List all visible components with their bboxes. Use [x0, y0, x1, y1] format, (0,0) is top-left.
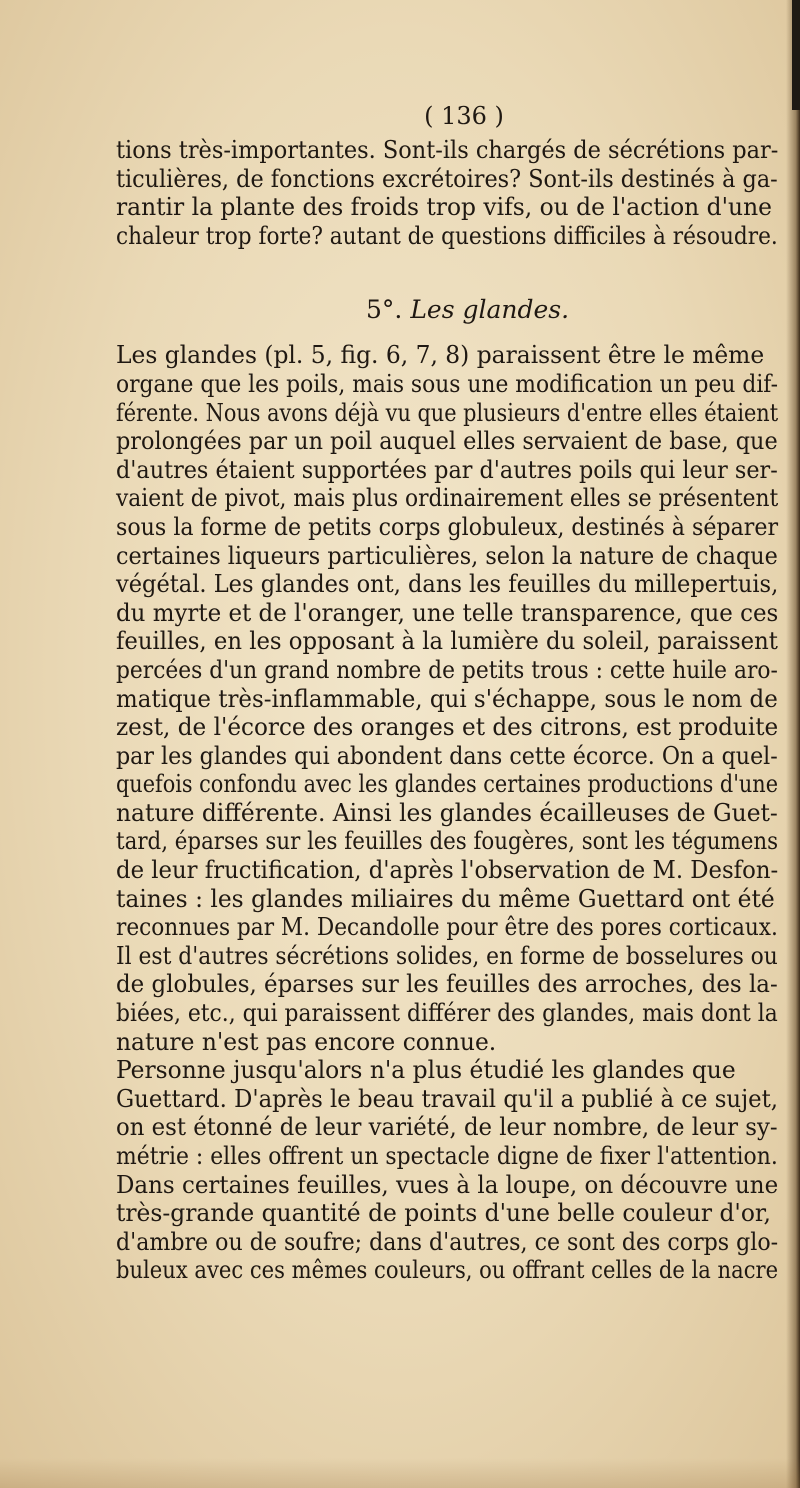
section-number: 5°. [366, 295, 403, 325]
text-line: vaient de pivot, mais plus ordinairement elles se présentent [116, 484, 779, 513]
section-heading [366, 293, 796, 327]
text-line: percées d'un grand nombre de petits trous : cette huile aro- [116, 655, 778, 684]
text-line: tions très-importantes. Sont-ils chargés de sécrétions par- [116, 136, 779, 164]
section-title: Les glandes. [410, 295, 570, 325]
text-line: métrie : elles offrent un spectacle digne de fixer l'attention. [116, 1142, 778, 1170]
text-line: Guettard. D'après le beau travail qu'il a publié à ce sujet, [116, 1084, 778, 1113]
text-line: nature n'est pas encore connue. [116, 1027, 497, 1056]
page-text [116, 96, 796, 1285]
text-line: de globules, éparses sur les feuilles des arroches, des la- [116, 970, 778, 999]
text-line: du myrte et de l'oranger, une telle transparence, que ces [116, 598, 779, 627]
text-line: prolongées par un poil auquel elles servaient de base, que [116, 427, 778, 456]
text-line: taines : les glandes miliaires du même Guettard ont été [116, 884, 775, 913]
text-line: végétal. Les glandes ont, dans les feuilles du millepertuis, [116, 570, 779, 599]
text-line: Les glandes (pl. 5, fig. 6, 7, 8) paraissent être le même [116, 341, 765, 370]
text-line: d'autres étaient supportées par d'autres poils qui leur ser- [116, 455, 778, 484]
text-line: Personne jusqu'alors n'a plus étudié les glandes que [116, 1056, 736, 1085]
text-line: Dans certaines feuilles, vues à la loupe, on découvre une [116, 1170, 779, 1199]
page-bottom-tint [0, 1458, 800, 1488]
paragraph-3 [116, 1056, 796, 1285]
text-line: d'ambre ou de soufre; dans d'autres, ce sont des corps glo- [116, 1227, 779, 1256]
text-line: très-grande quantité de points d'une belle couleur d'or, [116, 1199, 771, 1228]
text-line: Il est d'autres sécrétions solides, en forme de bosselures ou [116, 941, 778, 970]
text-line: tard, éparses sur les feuilles des fougères, sont les tégumens [116, 827, 779, 856]
text-line: certaines liqueurs particulières, selon la nature de chaque [116, 541, 778, 570]
text-line: matique très-inflammable, qui s'échappe, sous le nom de [116, 684, 778, 713]
text-line: reconnues par M. Decandolle pour être des pores corticaux. [116, 913, 778, 942]
text-line: feuilles, en les opposant à la lumière du soleil, paraissent [116, 627, 778, 656]
page-number: ( 136 ) [424, 102, 504, 130]
text-line: ticulières, de fonctions excrétoires? Sont-ils destinés à ga- [116, 164, 778, 193]
text-line: quefois confondu avec les glandes certaines productions d'une [116, 770, 779, 799]
text-line: par les glandes qui abondent dans cette écorce. On a quel- [116, 741, 778, 770]
text-line: zest, de l'écorce des oranges et des citrons, est produite [116, 713, 779, 742]
text-line: nature différente. Ainsi les glandes écailleuses de Guet- [116, 798, 778, 827]
paragraph-2 [116, 341, 796, 1056]
text-line: on est étonné de leur variété, de leur nombre, de leur sy- [116, 1113, 778, 1142]
text-line: buleux avec ces mêmes couleurs, ou offrant celles de la nacre [116, 1256, 779, 1285]
text-line: rantir la plante des froids trop vifs, ou de l'action d'une [116, 193, 772, 222]
text-line: organe que les poils, mais sous une modification un peu dif- [116, 369, 778, 398]
text-line: sous la forme de petits corps globuleux, destinés à séparer [116, 512, 779, 541]
text-line: de leur fructification, d'après l'observation de M. Desfon- [116, 856, 779, 885]
paragraph-1 [116, 136, 796, 250]
text-line: chaleur trop forte? autant de questions difficiles à résoudre. [116, 221, 778, 250]
text-line: biées, etc., qui paraissent différer des glandes, mais dont la [116, 999, 778, 1028]
text-line: férente. Nous avons déjà vu que plusieurs d'entre elles étaient [116, 398, 779, 427]
binding-edge [792, 0, 800, 110]
